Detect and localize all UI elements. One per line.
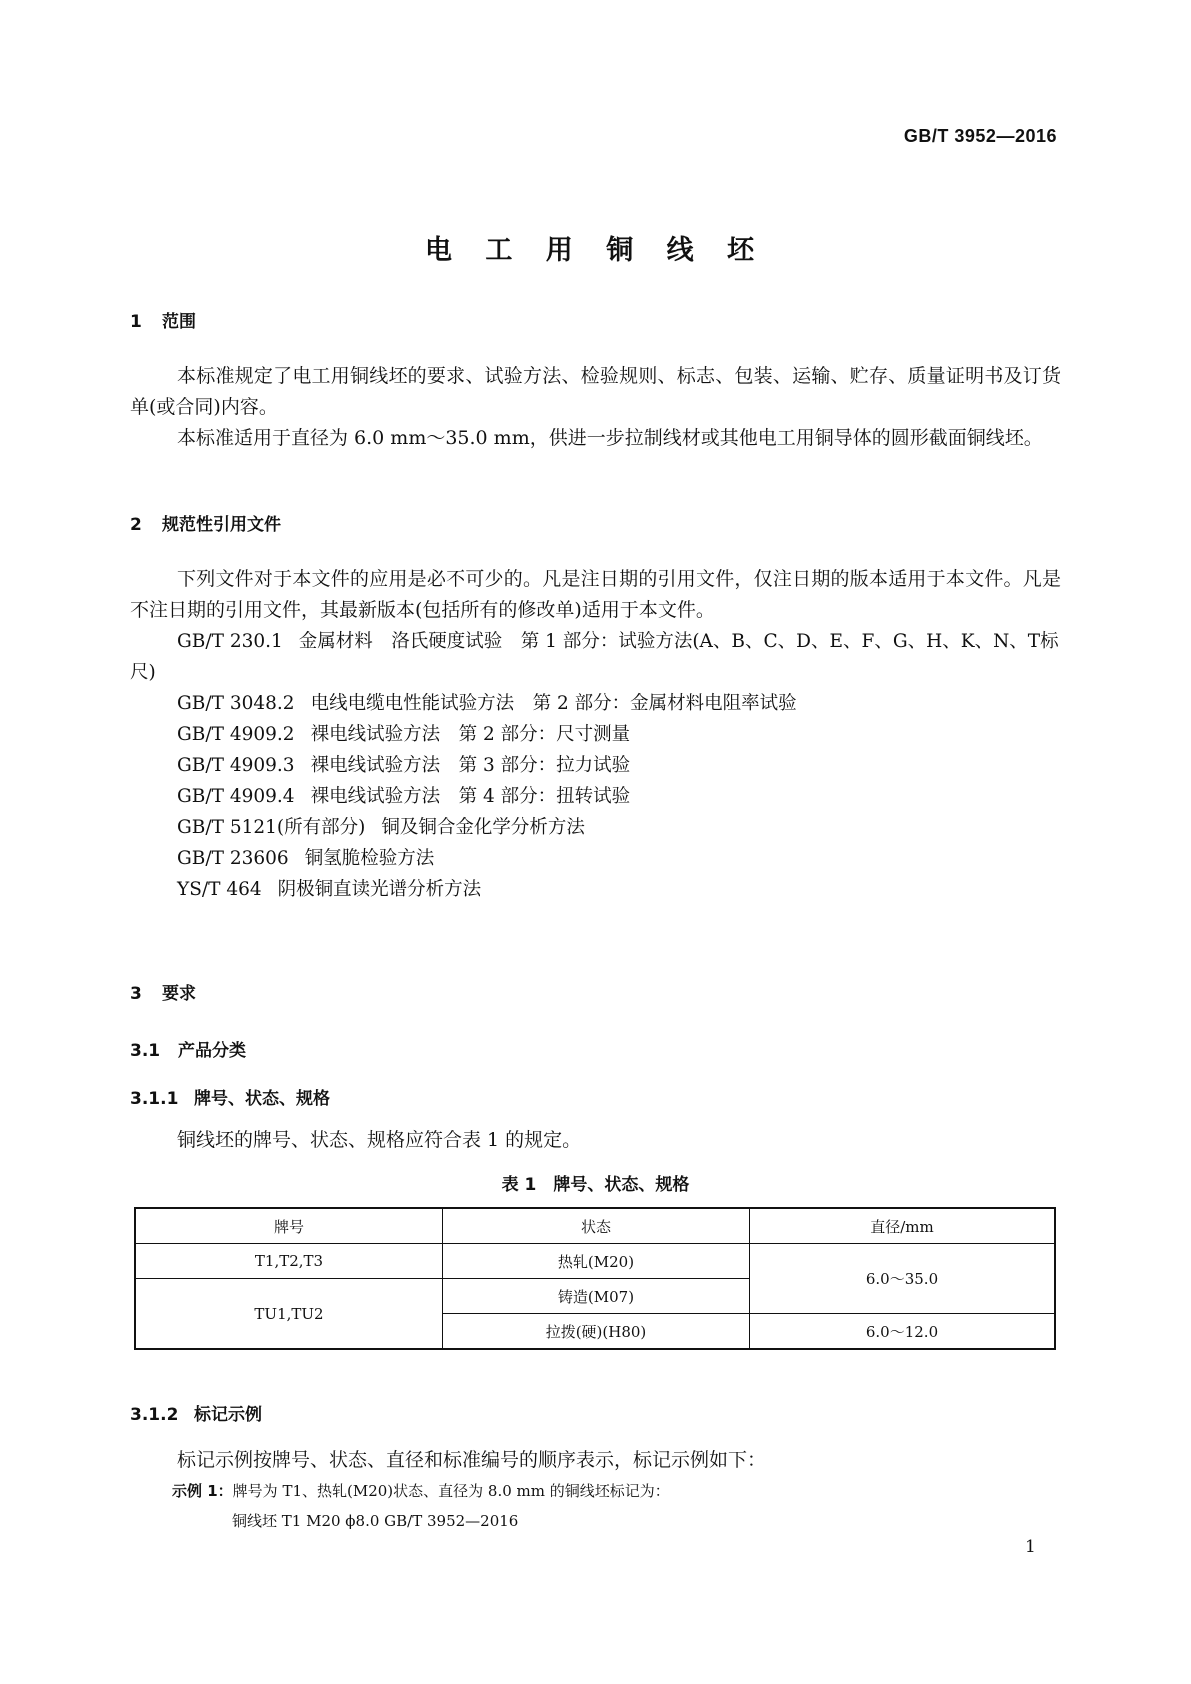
example-1 (172, 1480, 670, 1501)
section-2-paragraph-1 (130, 564, 1061, 626)
reference-code: GB/T 3048.2 (177, 693, 295, 714)
example-text: 牌号为 T1、热轧(M20)状态、直径为 8.0 mm 的铜线坯标记为： (232, 1482, 670, 1500)
reference-item (177, 874, 481, 905)
example-label: 示例 1： (172, 1482, 233, 1500)
reference-code: GB/T 4909.2 (177, 724, 295, 745)
section-1-heading (130, 307, 196, 332)
reference-title: 裸电线试验方法 第 2 部分：尺寸测量 (310, 724, 631, 745)
paragraph-text: 下列文件对于本文件的应用是必不可少的。凡是注日期的引用文件，仅注日期的版本适用于本文件。凡是不注日期的引用文件，其最新版本(包括所有的修改单)适用于本文件。 (130, 568, 1061, 621)
reference-item (130, 626, 1061, 688)
section-title: 牌号、状态、规格 (194, 1089, 330, 1109)
reference-title: 裸电线试验方法 第 3 部分：拉力试验 (310, 755, 631, 776)
section-3-1-2-heading (130, 1400, 262, 1425)
table-header-cell: 牌号 (135, 1208, 443, 1244)
table-cell: TU1,TU2 (135, 1279, 443, 1350)
reference-item (177, 688, 797, 719)
reference-item (177, 719, 630, 750)
section-1-paragraph-2 (130, 423, 1061, 454)
reference-code: GB/T 23606 (177, 848, 289, 869)
reference-code: GB/T 4909.4 (177, 786, 295, 807)
reference-title: 裸电线试验方法 第 4 部分：扭转试验 (310, 786, 631, 807)
table-cell: 拉拨(硬)(H80) (443, 1314, 750, 1350)
reference-title: 阴极铜直读光谱分析方法 (277, 879, 482, 900)
section-title: 标记示例 (194, 1405, 262, 1425)
table-cell: 热轧(M20) (443, 1244, 750, 1279)
reference-code: GB/T 4909.3 (177, 755, 295, 776)
section-3-1-heading (130, 1036, 246, 1061)
reference-item (177, 750, 630, 781)
section-number: 3 (130, 984, 142, 1004)
reference-code: YS/T 464 (177, 879, 262, 900)
table-cell: T1,T2,T3 (135, 1244, 443, 1279)
section-title: 规范性引用文件 (162, 515, 281, 535)
table-1 (134, 1207, 1056, 1350)
reference-item (177, 781, 630, 812)
section-3-1-2-paragraph (130, 1445, 1061, 1476)
table-1-caption: 表 1 牌号、状态、规格 (501, 1175, 690, 1195)
section-3-1-1-heading (130, 1084, 330, 1109)
section-1-paragraph-1 (130, 361, 1061, 423)
reference-title: 铜及铜合金化学分析方法 (381, 817, 585, 838)
table-header-cell: 直径/mm (750, 1208, 1056, 1244)
reference-title: 金属材料 洛氏硬度试验 第 1 部分：试验方法(A、B、C、D、E、F、G、H、K、N、T标尺) (130, 631, 1059, 683)
page-number: 1 (1025, 1537, 1036, 1557)
section-3-heading (130, 979, 196, 1004)
section-number: 1 (130, 312, 142, 332)
section-title: 范围 (162, 312, 196, 332)
reference-item (177, 843, 434, 874)
section-number: 3.1.1 (130, 1089, 179, 1109)
paragraph-text: 本标准规定了电工用铜线坯的要求、试验方法、检验规则、标志、包装、运输、贮存、质量证明书及订货单(或合同)内容。 (130, 365, 1061, 418)
table-cell: 铸造(M07) (443, 1279, 750, 1314)
table-header-cell: 状态 (443, 1208, 750, 1244)
section-title: 产品分类 (178, 1041, 246, 1061)
paragraph-text: 铜线坯的牌号、状态、规格应符合表 1 的规定。 (177, 1129, 582, 1151)
reference-code: GB/T 230.1 (177, 631, 283, 652)
reference-item (177, 812, 585, 843)
reference-code: GB/T 5121(所有部分) (177, 817, 366, 838)
table-cell: 6.0～35.0 (750, 1244, 1056, 1314)
section-3-1-1-paragraph (130, 1125, 1061, 1156)
standard-code: GB/T 3952—2016 (903, 126, 1057, 146)
paragraph-text: 标记示例按牌号、状态、直径和标准编号的顺序表示，标记示例如下： (177, 1449, 767, 1471)
reference-title: 铜氢脆检验方法 (304, 848, 435, 869)
section-number: 3.1.2 (130, 1405, 179, 1425)
table-header-row (135, 1208, 1055, 1244)
section-title: 要求 (162, 984, 196, 1004)
example-mark: 铜线坯 T1 M20 ϕ8.0 GB/T 3952—2016 (232, 1512, 519, 1530)
table-row (135, 1244, 1055, 1279)
document-title: 电 工 用 铜 线 坯 (425, 235, 766, 266)
section-number: 2 (130, 515, 142, 535)
table-cell: 6.0～12.0 (750, 1314, 1056, 1350)
reference-title: 电线电缆电性能试验方法 第 2 部分：金属材料电阻率试验 (310, 693, 797, 714)
section-2-heading (130, 510, 281, 535)
paragraph-text: 本标准适用于直径为 6.0 mm～35.0 mm，供进一步拉制线材或其他电工用铜导体的圆形截面铜线坯。 (177, 427, 1043, 449)
section-number: 3.1 (130, 1041, 161, 1061)
